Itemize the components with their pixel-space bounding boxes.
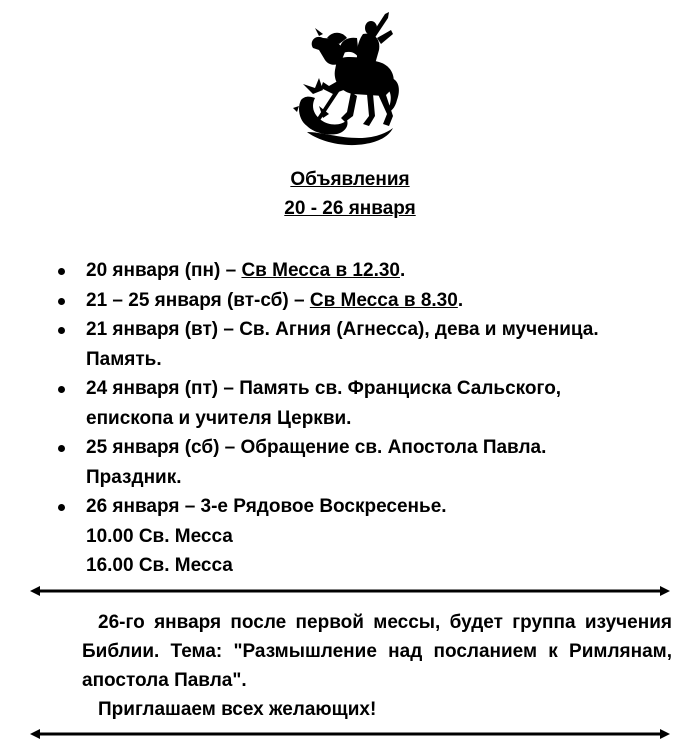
event-text: 21 – 25 января (вт-сб) – — [86, 289, 310, 311]
page-title: Объявления — [290, 169, 410, 190]
note-invite: Приглашаем всех желающих! — [98, 699, 377, 720]
list-item — [54, 492, 684, 581]
event-text: 24 января (пт) – Память св. Франциска Сальского, — [86, 378, 562, 399]
separator-arrow — [30, 585, 670, 597]
event-detail: 16.00 Св. Месса — [86, 555, 233, 576]
event-suffix: . — [399, 260, 406, 281]
bullet-icon — [58, 298, 65, 305]
event-text: 25 января (сб) – Обращение св. Апостола Павла. — [86, 437, 547, 458]
bullet-icon — [58, 504, 65, 511]
separator-arrow — [30, 728, 670, 740]
list-item — [54, 374, 684, 433]
event-mass-time: Св Месса в 8.30 — [309, 289, 458, 311]
event-text: 21 января (вт) – Св. Агния (Агнесса), дева и мученица. — [86, 319, 599, 340]
bullet-icon — [58, 386, 65, 393]
bullet-icon — [58, 268, 65, 275]
list-item — [54, 286, 684, 316]
events-list — [54, 256, 684, 581]
bullet-icon — [58, 445, 65, 452]
list-item — [54, 433, 684, 492]
event-detail: 10.00 Св. Месса — [86, 525, 233, 547]
date-range: 20 - 26 января — [284, 198, 416, 219]
event-detail: епископа и учителя Церкви. — [86, 407, 352, 429]
event-text: 26 января – 3-е Рядовое Воскресенье. — [86, 496, 447, 517]
note-text: 26-го января после первой мессы, будет группа изучения Библии. Тема: "Размышление над посланием к Римлянам, апостола Павла". — [82, 612, 672, 691]
event-detail: Праздник. — [86, 466, 182, 488]
list-item — [54, 315, 684, 374]
event-detail: Память. — [86, 348, 162, 370]
event-text: 20 января (пн) – — [86, 260, 242, 281]
bullet-icon — [58, 327, 65, 334]
bible-study-note — [82, 608, 672, 724]
event-mass-time: Св Месса в 12.30 — [241, 260, 400, 281]
saint-george-logo — [293, 8, 403, 150]
event-suffix: . — [457, 289, 464, 311]
list-item — [54, 256, 684, 286]
